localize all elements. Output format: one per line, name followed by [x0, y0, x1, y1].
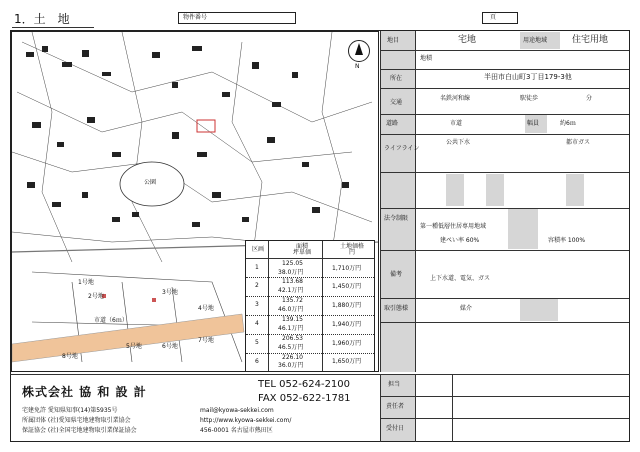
footer-box-3: 受付日 [386, 425, 405, 432]
page-number-box [482, 12, 518, 24]
company-license: 宅建免許 愛知県知事(14)第5935号 [22, 407, 118, 414]
company-url[interactable]: http://www.kyowa-sekkei.com/ [200, 417, 292, 424]
company-association: 所属団体 (社)愛知県宅地建物取引業協会 [22, 417, 131, 424]
lot-label-1: 1号地 [78, 279, 94, 286]
lot-table-header-price: 土地価格 円 [339, 243, 364, 256]
north-arrow-icon [348, 40, 370, 62]
company-tel: TEL 052-624-2100 [258, 379, 351, 390]
company-guarantee: 保証協会 (社)全国宅地建物取引業保証協会 [22, 427, 137, 434]
lot-table-header-area: 面積 坪単価 [292, 243, 311, 256]
lot-label-3: 3号地 [162, 289, 178, 296]
lot-label-5: 5号地 [126, 343, 142, 350]
company-address: 456-0001 名古屋市熱田区 [200, 427, 273, 434]
footer-box-2: 責任者 [386, 403, 405, 410]
lot-label-7: 7号地 [198, 337, 214, 344]
footer-box-1: 担当 [388, 381, 401, 388]
company-email[interactable]: mail@kyowa-sekkei.com [200, 407, 274, 414]
property-number-label: 物件番号 [183, 14, 208, 21]
lot-table-header-no: 区画 [252, 246, 265, 253]
park-label: 公園 [144, 179, 157, 186]
north-label: N [355, 63, 360, 70]
lot-label-2: 2号地 [88, 293, 104, 300]
lot-label-8: 8号地 [62, 353, 78, 360]
section-title: 1．土 地 [14, 12, 70, 26]
company-name: 株式会社 協 和 設 計 [22, 385, 147, 399]
detail-label-column [381, 31, 415, 372]
title-underline [12, 27, 94, 28]
lot-label-4: 4号地 [198, 305, 214, 312]
page-number-label: 頁 [490, 14, 497, 21]
lot-table: 区画 面積 坪単価 土地価格 円 1 125.05 38.0万円 1,710万円 2 113.68 42.1万円 1,450万円 3 135.72 46.0万円 1,880万円 4 139.15 46.1万円 1,940万円 5 206.53 46.5万円 1,960万円 6 226.10 36.0万円 1,650万円 [245, 240, 375, 372]
road-label: 市道（6ｍ） [94, 317, 128, 324]
lot-label-6: 6号地 [162, 343, 178, 350]
company-fax: FAX 052-622-1781 [258, 393, 351, 404]
